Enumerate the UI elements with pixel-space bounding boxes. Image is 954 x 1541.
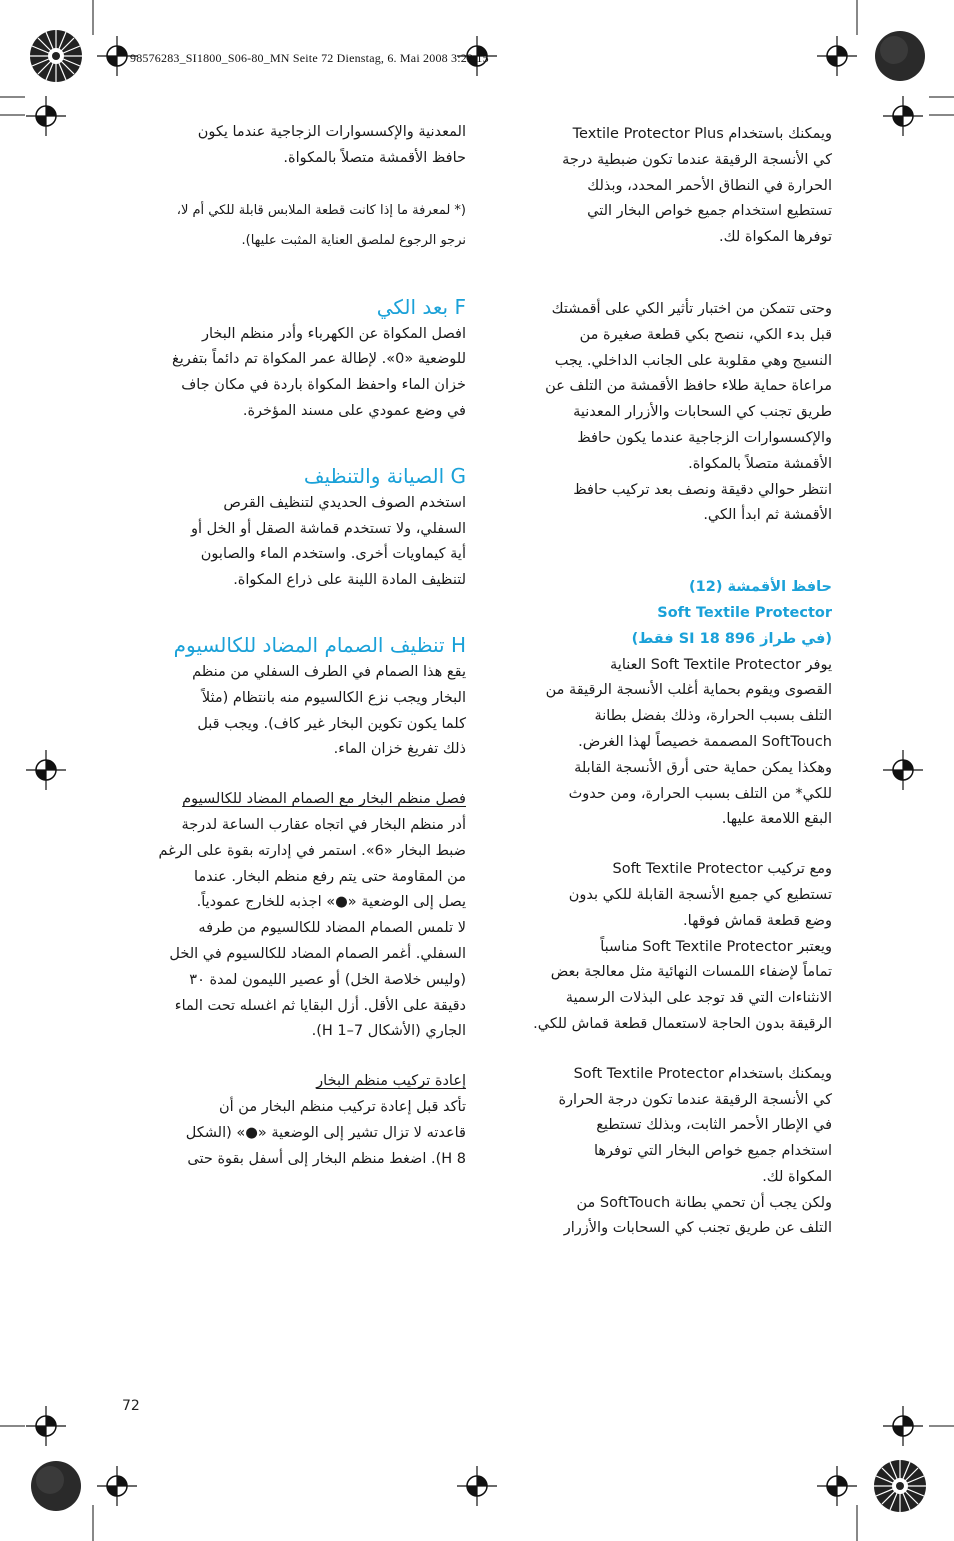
left-column <box>110 120 466 1172</box>
paragraph-anti-calc-valve: يقع هذا الصمام في الطرف السفلي من منظم البخار ويجب نزع الكالسيوم منه بانتظام (مثلاً كلما يكون تكوين البخار غير كاف). ويجب قبل ذلك تفريغ خزان الماء. <box>192 663 466 758</box>
paragraph-soft-textile-protector: يوفر Soft Textile Protector العناية القصوى ويقوم بحماية أغلب الأنسجة الرقيقة من التلف بسبب الحرارة، وذلك بفضل بطانة SoftTouch المصممة خصيصاً لهذا الغرض. وهكذا يمكن حماية حتى أرق الأنسجة القابلة للكي* من التلف بسبب الحرارة، ومن حدوث البقع اللامعة عليها. <box>545 656 832 828</box>
paragraph-no-cloth-needed: ومع تركيب Soft Textile Protector تستطيع كي جميع الأنسجة القابلة للكي بدون وضع قطعة قماش فوقها. <box>568 861 832 929</box>
paragraph-red-frame: ويمكنك باستخدام Soft Textile Protector كي الأنسجة الرقيقة عندما تكون درجة الحرارة في الإطار الأحمر الثابت، وبذلك تستطيع استخدام جميع خواص البخار التي توفرها المكواة لك. <box>558 1065 832 1185</box>
right-column <box>510 122 832 1242</box>
page-number: 72 <box>122 1398 140 1414</box>
paragraph-wait-time: انتظر حوالي دقيقة ونصف بعد تركيب حافظ الأقمشة ثم ابدأ الكي. <box>573 481 832 524</box>
paragraph-maintenance: استخدم الصوف الحديدي لتنظيف القرص السفلي، ولا تستخدم قماشة الصقل أو الخل أو أية كيماويات أخرى. واستخدم الماء والصابون لتنظيف المادة اللينة على ذراع المكواة. <box>191 494 466 589</box>
footnote-care-label: (* لمعرفة ما إذا كانت قطعة الملابس قابلة للكي أم لا، نرجو الرجوع لملصق العناية المثبت عليها). <box>176 202 466 248</box>
paragraph-continued: المعدنية والإكسسوارات الزجاجية عندما يكون حافظ الأقمشة متصلاً بالمكواة. <box>197 124 466 166</box>
section-title-arabic: حافظ الأقمشة (12) <box>689 579 832 596</box>
paragraph-finishing-touches: ويعتبر Soft Textile Protector مناسباً تماماً لإضفاء اللمسات النهائية مثل معالجة بعض الانثناءات التي قد توجد على البذلات الرسمية الرقيقة بدون الحاجة لاستعمال قطعة قماش للكي. <box>533 938 832 1032</box>
section-title-model: (في طراز SI 18 896 فقط) <box>631 630 832 647</box>
paragraph-softtouch-protection: ولكن يجب أن تحمي بطانة SoftTouch من التلف عن طريق تجنب كي السحابات والأزرار <box>563 1194 832 1237</box>
section-title-english: Soft Textile Protector <box>657 604 832 621</box>
subheading-refit-steam-regulator: إعادة تركيب منظم البخار <box>316 1073 466 1090</box>
paragraph-test-ironing: وحتى تتمكن من اختبار تأثير الكي على أقمشتك قبل بدء الكي، ننصح بكي قطعة صغيرة من النسيج وهي مقلوبة على الجانب الداخلي. يجب مراعاة حماية طلاء حافظ الأقمشة من التلف عن طريق تجنب كي السحابات والأزرار المعدنية والإكسسوارات الزجاجية عندما يكون حافظ الأقمشة متصلاً بالمكواة. <box>545 300 832 472</box>
heading-maintenance: G الصيانة والتنظيف <box>303 463 466 488</box>
subheading-remove-steam-regulator: فصل منظم البخار مع الصمام المضاد للكالسيوم <box>182 791 466 808</box>
heading-anti-calc-valve: H تنظيف الصمام المضاد للكالسيوم <box>173 632 466 657</box>
paragraph-after-ironing: افصل المكواة عن الكهرباء وأدر منظم البخار للوضعية «0». لإطالة عمر المكواة تم دائماً بتفريغ خزان الماء واحفظ المكواة باردة في مكان جاف في وضع عمودي على مسند المؤخرة. <box>172 325 466 419</box>
print-header: 98576283_SI1800_S06-80_MN Seite 72 Dienstag, 6. Mai 2008 3:22 15 <box>130 51 489 65</box>
paragraph-textile-protector-plus: ويمكنك باستخدام Textile Protector Plus كي الأنسجة الرقيقة عندما تكون ضبطية درجة الحرارة في النطاق الأحمر المحدد، وبذلك تستطيع استخدام جميع خواص البخار التي توفرها المكواة لك. <box>562 126 832 246</box>
heading-after-ironing: F بعد الكي <box>376 294 466 319</box>
paragraph-refit-steam-regulator: تأكد قبل إعادة تركيب منظم البخار من أن قاعدته لا تزال تشير إلى الوضعية «●» (الشكل H 8). اضغط منظم البخار إلى أسفل بقوة حتى <box>185 1098 466 1167</box>
paragraph-remove-steam-regulator: أدر منظم البخار في اتجاه عقارب الساعة لدرجة ضبط البخار «6». استمر في إدارته بقوة على الرغم من المقاومة حتى يتم رفع منظم البخار. عندما يصل إلى الوضعية «●» اجذبه للخارج عمودياً. لا تلمس الصمام المضاد للكالسيوم من طرفه السفلي. أغمر الصمام المضاد للكالسيوم في الخل (وليس خلاصة الخل) أو عصير الليمون لمدة ٣٠ دقيقة على الأقل. أزل البقايا ثم اغسله تحت الماء الجاري (الأشكال H 1–7). <box>158 816 466 1040</box>
